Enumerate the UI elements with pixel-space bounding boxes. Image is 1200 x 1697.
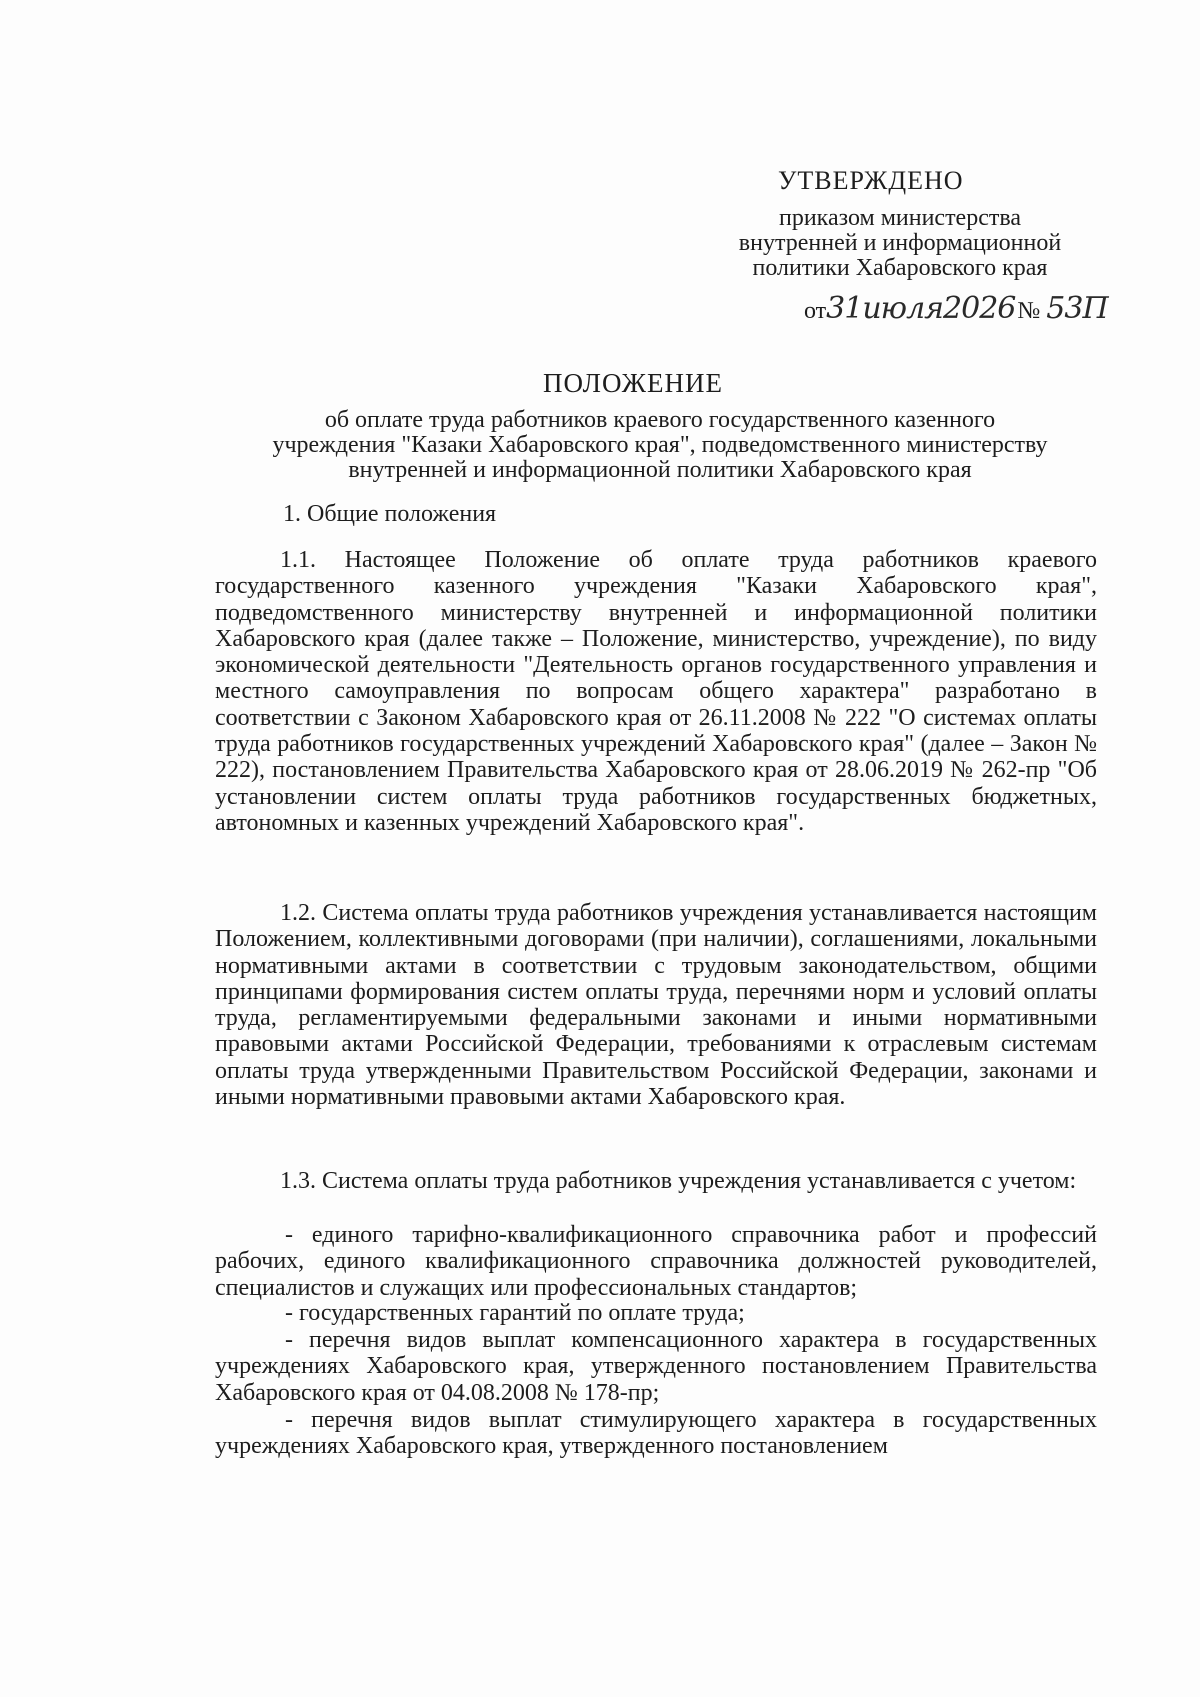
list-item: - государственных гарантий по оплате труда;	[285, 1300, 745, 1326]
handwritten-order-number: 53П	[1046, 291, 1108, 326]
number-prefix: №	[1017, 298, 1041, 324]
subtitle-line-3: внутренней и информационной политики Хабаровского края	[348, 457, 972, 483]
document-title: ПОЛОЖЕНИЕ	[543, 368, 723, 398]
document-subtitle	[225, 408, 1095, 483]
list-item: - единого тарифно-квалификационного справочника работ и профессий рабочих, единого квалификационного справочника должностей руководителей, специалистов и служащих или профессиональных стандартов;	[215, 1222, 1097, 1301]
approval-authority	[700, 206, 1100, 281]
section-heading: 1. Общие положения	[283, 501, 497, 527]
approval-title: УТВЕРЖДЕНО	[778, 166, 964, 195]
paragraph-1-3: 1.3. Система оплаты труда работников учреждения устанавливается с учетом:	[280, 1168, 1077, 1194]
order-date-number	[804, 291, 1108, 326]
handwritten-date: 31июля2026	[826, 291, 1016, 326]
approval-line-2: внутренней и информационной	[738, 230, 1062, 256]
subtitle-line-2: учреждения "Казаки Хабаровского края", подведомственного министерству	[272, 432, 1048, 458]
date-prefix: от	[804, 298, 827, 324]
paragraph-1-1: 1.1. Настоящее Положение об оплате труда работников краевого государственного казенного учреждения "Казаки Хабаровского края", подведомственного министерству внутренней и информационной политики Хабаровского края (далее также – Положение, министерство, учреждение), по виду экономической деятельности "Деятельность органов государственного управления и местного самоуправления по вопросам общего характера" разработано в соответствии с Законом Хабаровского края от 26.11.2008 № 222 "О системах оплаты труда работников государственных учреждений Хабаровского края" (далее – Закон № 222), постановлением Правительства Хабаровского края от 28.06.2019 № 262-пр "Об установлении систем оплаты труда работников государственных бюджетных, автономных и казенных учреждений Хабаровского края".	[215, 547, 1097, 836]
list-item: - перечня видов выплат компенсационного характера в государственных учреждениях Хабаровского края, утвержденного постановлением Правительства Хабаровского края от 04.08.2008 № 178-пр;	[215, 1327, 1097, 1406]
paragraph-1-2: 1.2. Система оплаты труда работников учреждения устанавливается настоящим Положением, коллективными договорами (при наличии), соглашениями, локальными нормативными актами в соответствии с трудовым законодательством, общими принципами формирования систем оплаты труда, перечнями норм и условий оплаты труда, регламентируемыми федеральными законами и иными нормативными правовыми актами Российской Федерации, требованиями к отраслевым системам оплаты труда утвержденными Правительством Российской Федерации, законами и иными нормативными правовыми актами Хабаровского края.	[215, 900, 1097, 1111]
approval-line-1: приказом министерства	[778, 205, 1022, 231]
list-item: - перечня видов выплат стимулирующего характера в государственных учреждениях Хабаровского края, утвержденного постановлением	[215, 1407, 1097, 1460]
subtitle-line-1: об оплате труда работников краевого государственного казенного	[324, 407, 996, 433]
approval-line-3: политики Хабаровского края	[752, 255, 1048, 281]
